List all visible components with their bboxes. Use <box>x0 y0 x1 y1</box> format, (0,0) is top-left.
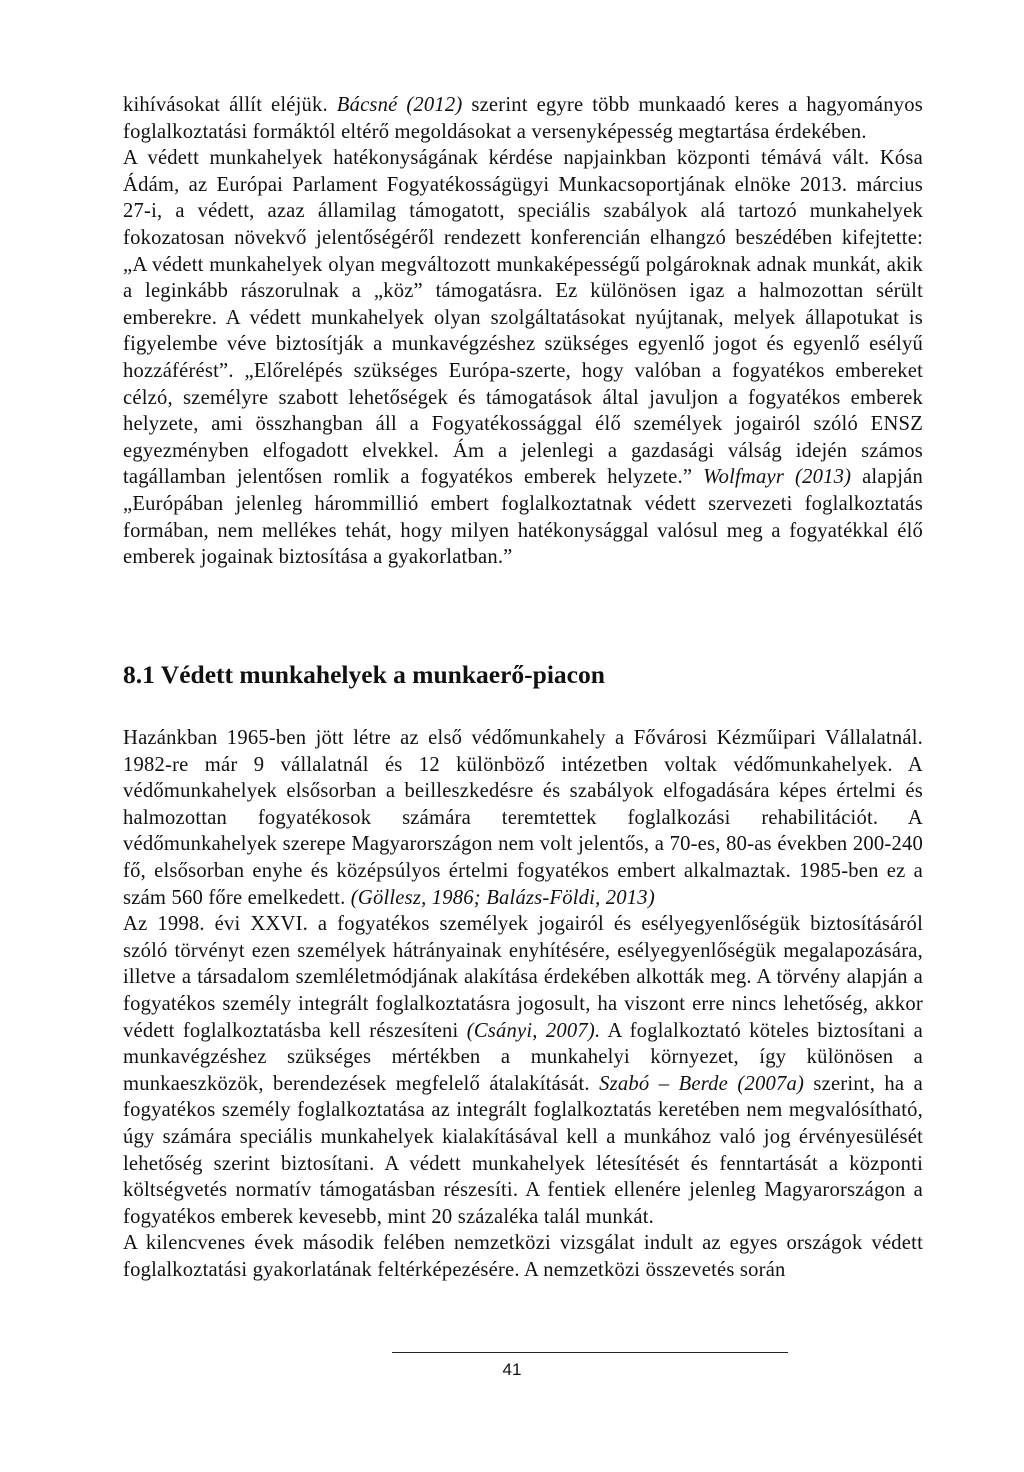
citation: (Göllesz, 1986; Balázs-Földi, 2013) <box>350 886 655 909</box>
text-run: Az 1998. évi XXVI. a fogyatékos személyek jogairól és esélyegyenlőségük biztosításáról szóló törvényt ezen személyek hátrányainak enyhítésére, esélyegyenlőségük megalapozására, illetve a társadalom szemléletmódjának alakítása érdekében alkották meg. A törvény alapján a fogyatékos személy integrált foglalkoztatásra jogosult, ha viszont erre nincs lehetőség, akkor védett foglalkoztatásba kell részesíteni <box>123 913 923 1042</box>
top-section <box>123 92 923 571</box>
text-run: A védett munkahelyek hatékonyságának kérdése napjainkban központi témává vált. Kósa Ádám, az Európai Parlament Fogyatékosságügyi Munkacsoportjának elnöke 2013. március 27-i, a védett, azaz államilag támogatott, speciális szabályok alá tartozó munkahelyek fokozatosan növekvő jelentőségéről rendezett konferencián elhangzó beszédében kifejtette: „A védett munkahelyek olyan megváltozott munkaképességű polgároknak adnak munkát, akik a leginkább rászorulnak a „köz” támogatásra. Ez különösen igaz a halmozottan sérült emberekre. A védett munkahelyek olyan szolgáltatásokat nyújtanak, melyek állapotukat is figyelembe véve biztosítják a munkavégzéshez szükséges egyenlő jogot és egyenlő esélyű hozzáférést”. „Előrelépés szükséges Európa-szerte, hogy valóban a fogyatékos embereket célzó, személyre szabott lehetőségek és támogatások által javuljon a fogyatékos emberek helyzete, ami összhangban áll a Fogyatékossággal élő személyek jogairól szóló ENSZ egyezményben elfogadott elvekkel. Ám a jelenlegi a gazdasági válság idején számos tagállamban jelentősen romlik a fogyatékos emberek helyzete.” <box>123 147 923 489</box>
page-number: 41 <box>502 1360 522 1379</box>
text-run: Hazánkban 1965-ben jött létre az első védőmunkahely a Fővárosi Kézműipari Vállalatnál. 1982-re már 9 vállalatnál és 12 különböző intézetben voltak védőmunkahelyek. A védőmunkahelyek elsősorban a beilleszkedésre és szabályok elfogadására képes értelmi és halmozottan fogyatékosok számára teremtettek foglalkozási rehabilitációt. A védőmunkahelyek szerepe Magyarországon nem volt jelentős, a 70-es, 80-as években 200-240 fő, elsősorban enyhe és középsúlyos értelmi fogyatékos embert alkalmaztak. 1985-ben ez a szám 560 főre emelkedett. <box>123 727 923 909</box>
text-run: A foglalkoztató köteles biztosítani a munkavégzéshez szükséges mértékben a munkahelyi környezet, így különösen a munkaeszközök, berendezések megfelelő átalakítását. <box>123 1019 923 1095</box>
bottom-section <box>123 725 923 1283</box>
text-run: szerint, ha a fogyatékos személy foglalkoztatása az integrált foglalkoztatás keretében nem megvalósítható, úgy számára speciális munkahelyek kialakításával kell a munkához való jog érvényesülését lehetőség szerint biztosítani. A védett munkahelyek létesítését és fenntartását a központi költségvetés normatív támogatásban részesíti. A fentiek ellenére jelenleg Magyarországon a fogyatékos emberek kevesebb, mint 20 százaléka talál munkát. <box>123 1072 923 1228</box>
section-paragraph <box>123 911 923 1230</box>
section-paragraph <box>123 1230 923 1283</box>
text-run: szerint egyre több munkaadó keres a hagyományos foglalkoztatási formáktól eltérő megoldásokat a versenyképesség megtartása érdekében. <box>123 94 924 143</box>
section-paragraph <box>123 725 923 911</box>
intro-paragraph <box>123 92 923 145</box>
text-run: A kilencvenes évek második felében nemzetközi vizsgálat indult az egyes országok védett foglalkoztatási gyakorlatának feltérképezésére. A nemzetközi összevetés során <box>123 1232 923 1281</box>
citation: Bácsné (2012) <box>336 94 463 116</box>
citation: Szabó – Berde (2007a) <box>599 1072 805 1095</box>
text-run: alapján „Európában jelenleg hárommillió embert foglalkoztatnak védett szervezeti foglalkoztatás formában, nem mellékes tehát, hogy milyen hatékonysággal valósul meg a fogyatékkal élő emberek jogainak biztosítása a gyakorlatban.” <box>123 466 923 569</box>
citation: Wolfmayr (2013) <box>703 466 852 489</box>
citation: (Csányi, 2007). <box>466 1019 601 1042</box>
intro-paragraph <box>123 145 923 571</box>
section-heading: 8.1 Védett munkahelyek a munkaerő-piacon <box>123 660 605 689</box>
text-run: kihívásokat állít eléjük. <box>123 94 337 116</box>
document-page <box>123 92 924 1281</box>
footer-rule <box>392 1352 788 1353</box>
